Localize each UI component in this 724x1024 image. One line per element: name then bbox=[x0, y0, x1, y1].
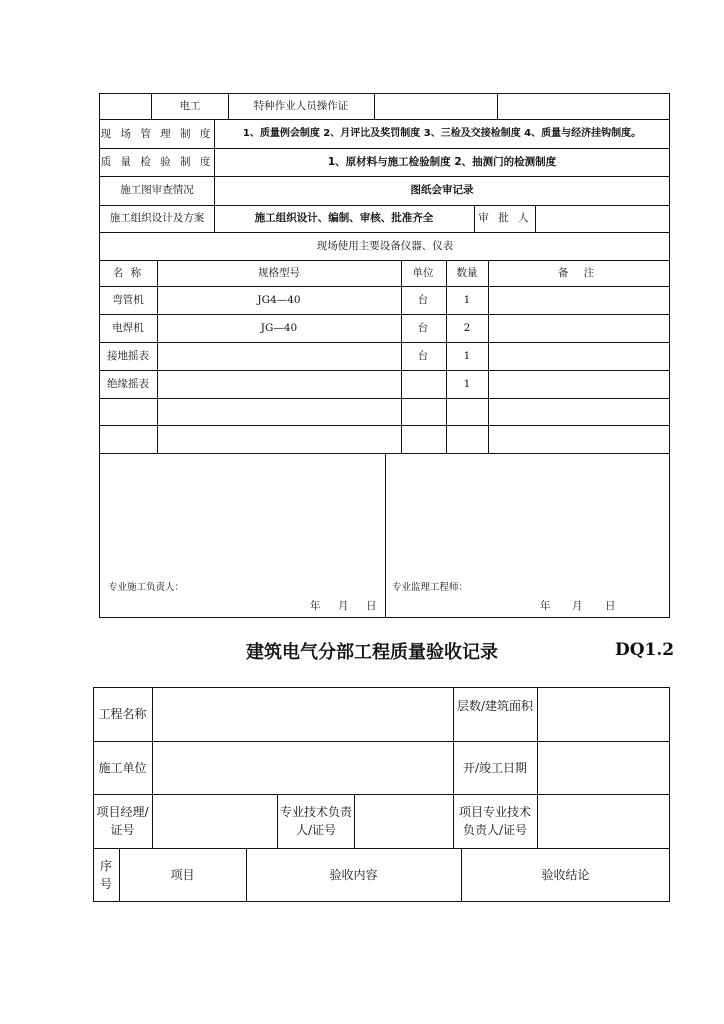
equipment-heading: 现场使用主要设备仪器、仪表 bbox=[316, 240, 454, 252]
date-day: 日 bbox=[605, 600, 616, 612]
col-unit-header: 单位 bbox=[412, 267, 434, 279]
form-code: DQ1.2 bbox=[615, 640, 675, 660]
project-name-label: 工程名称 bbox=[98, 707, 147, 721]
construction-design-label: 施工组织设计及方案 bbox=[109, 212, 205, 224]
certificate-value: 特种作业人员操作证 bbox=[253, 100, 349, 112]
equipment-unit: 台 bbox=[417, 350, 429, 362]
date-month: 月 bbox=[338, 600, 349, 612]
col-name-header: 名 称 bbox=[112, 267, 144, 279]
approver-label: 审 批 人 bbox=[478, 212, 532, 224]
management-label: 现 场 管 理 制 度 bbox=[100, 128, 214, 140]
equipment-unit: 台 bbox=[417, 294, 429, 306]
drawing-review-value: 图纸会审记录 bbox=[410, 184, 474, 196]
equipment-model: JG—40 bbox=[260, 322, 298, 334]
tech-lead-label: 专业技术负责人/证号 bbox=[280, 805, 353, 837]
drawing-review-label: 施工图审查情况 bbox=[120, 184, 194, 196]
equipment-qty: 1 bbox=[463, 350, 471, 362]
col-seq-header: 序号 bbox=[99, 859, 112, 891]
floors-area-label: 层数/建筑面积 bbox=[456, 699, 534, 713]
col-item-header: 项目 bbox=[170, 868, 195, 882]
construction-lead-signature-label: 专业施工负责人： bbox=[108, 582, 185, 593]
date-day: 日 bbox=[366, 600, 377, 612]
project-manager-label: 项目经理/证号 bbox=[96, 805, 149, 837]
col-conclusion-header: 验收结论 bbox=[541, 868, 590, 882]
equipment-model: JG4—40 bbox=[257, 294, 301, 306]
col-qty-header: 数量 bbox=[456, 267, 478, 279]
construction-design-value: 施工组织设计、编制、审核、批准齐全 bbox=[254, 212, 434, 224]
supervisor-signature-label: 专业监理工程师： bbox=[392, 582, 469, 593]
date-month: 月 bbox=[572, 600, 583, 612]
management-value: 1、质量例会制度 2、月评比及奖罚制度 3、三检及交接检制度 4、质量与经济挂钩制度。 bbox=[242, 128, 642, 139]
equipment-qty: 2 bbox=[463, 322, 471, 334]
equipment-qty: 1 bbox=[463, 378, 471, 390]
equipment-qty: 1 bbox=[463, 294, 471, 306]
inspection-value: 1、原材料与施工检验制度 2、抽测门的检测制度 bbox=[327, 156, 557, 168]
date-year: 年 bbox=[540, 600, 551, 612]
date-year: 年 bbox=[310, 600, 321, 612]
equipment-name: 接地摇表 bbox=[107, 350, 149, 362]
col-content-header: 验收内容 bbox=[329, 868, 378, 882]
inspection-label: 质 量 检 验 制 度 bbox=[100, 156, 214, 168]
col-model-header: 规格型号 bbox=[258, 267, 300, 279]
construction-unit-label: 施工单位 bbox=[98, 761, 147, 775]
start-end-date-label: 开/竣工日期 bbox=[462, 761, 528, 775]
trade-value: 电工 bbox=[179, 100, 201, 112]
equipment-name: 弯管机 bbox=[112, 294, 144, 306]
equipment-name: 电焊机 bbox=[112, 322, 144, 334]
project-tech-lead-label: 项目专业技术负责人/证号 bbox=[458, 805, 531, 837]
equipment-name: 绝缘摇表 bbox=[107, 378, 149, 390]
equipment-unit: 台 bbox=[417, 322, 429, 334]
page-title: 建筑电气分部工程质量验收记录 bbox=[246, 642, 498, 663]
col-remark-header: 备 注 bbox=[557, 267, 601, 279]
